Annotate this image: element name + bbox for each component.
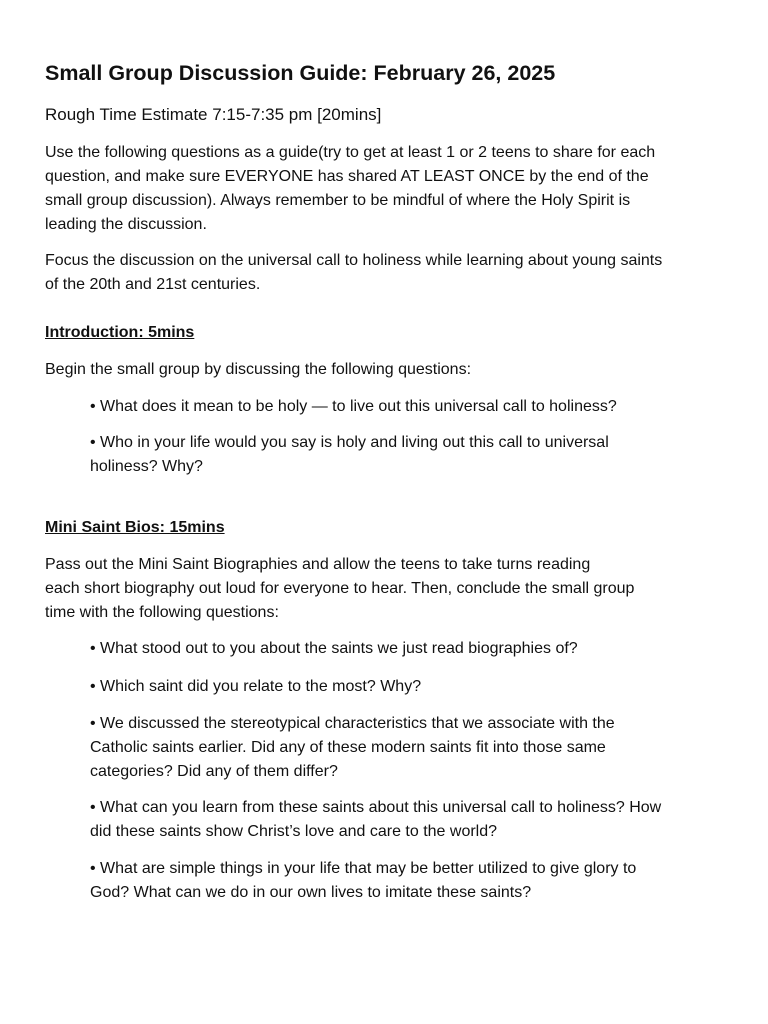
paragraph-line: Focus the discussion on the universal call to holiness while learning about young saints — [45, 252, 663, 269]
paragraph-line: Use the following questions as a guide(try to get at least 1 or 2 teens to share for each — [45, 144, 656, 161]
intro-paragraph — [45, 141, 735, 237]
paragraph-line: each short biography out loud for everyone to hear. Then, conclude the small group — [45, 580, 635, 597]
paragraph-line: question, and make sure EVERYONE has shared AT LEAST ONCE by the end of the — [45, 168, 649, 185]
paragraph-line: leading the discussion. — [45, 216, 207, 233]
paragraph-line: time with the following questions: — [45, 604, 279, 621]
question-line: • What stood out to you about the saints we just read biographies of? — [90, 640, 578, 657]
focus-paragraph — [45, 249, 735, 297]
introduction-question — [90, 431, 730, 479]
question-line: • What can you learn from these saints about this universal call to holiness? How — [90, 799, 662, 816]
introduction-lead — [45, 358, 735, 382]
question-line: • What does it mean to be holy — to live out this universal call to holiness? — [90, 398, 617, 415]
mini-saint-bios-lead — [45, 553, 735, 625]
introduction-question — [90, 395, 730, 419]
saint-bios-question — [90, 712, 730, 784]
introduction-heading: Introduction: 5mins — [45, 324, 195, 341]
paragraph-line: small group discussion). Always remember to be mindful of where the Holy Spirit is — [45, 192, 631, 209]
saint-bios-question — [90, 637, 730, 661]
mini-saint-bios-heading: Mini Saint Bios: 15mins — [45, 519, 225, 536]
question-line: holiness? Why? — [90, 458, 203, 475]
question-line: categories? Did any of them differ? — [90, 763, 338, 780]
question-line: Catholic saints earlier. Did any of these modern saints fit into those same — [90, 739, 606, 756]
question-line: God? What can we do in our own lives to imitate these saints? — [90, 884, 532, 901]
question-line: • Who in your life would you say is holy and living out this call to universal — [90, 434, 609, 451]
saint-bios-question — [90, 675, 730, 699]
paragraph-line: of the 20th and 21st centuries. — [45, 276, 261, 293]
paragraph-line: Begin the small group by discussing the following questions: — [45, 361, 472, 378]
paragraph-line: Pass out the Mini Saint Biographies and allow the teens to take turns reading — [45, 556, 591, 573]
question-line: • We discussed the stereotypical characteristics that we associate with the — [90, 715, 615, 732]
question-line: • Which saint did you relate to the most? Why? — [90, 678, 422, 695]
saint-bios-question — [90, 857, 730, 905]
saint-bios-question — [90, 796, 730, 844]
time-estimate: Rough Time Estimate 7:15-7:35 pm [20mins] — [45, 105, 382, 124]
question-line: did these saints show Christ’s love and care to the world? — [90, 823, 498, 840]
question-line: • What are simple things in your life that may be better utilized to give glory to — [90, 860, 637, 877]
document-title: Small Group Discussion Guide: February 26, 2025 — [45, 61, 556, 85]
